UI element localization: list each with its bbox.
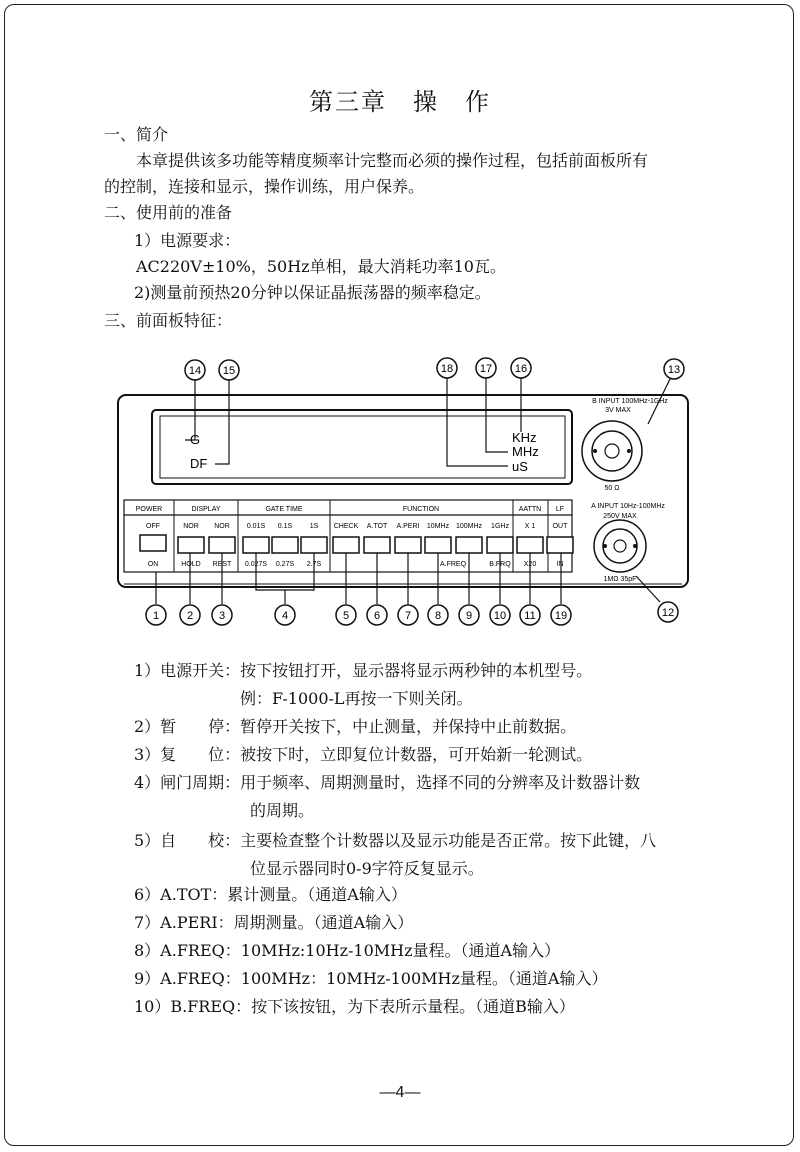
label-check: CHECK: [333, 523, 359, 530]
display-label-df: DF: [190, 456, 208, 471]
svg-text:12: 12: [661, 607, 675, 619]
callout-16: [511, 358, 531, 378]
svg-text:16: 16: [514, 363, 528, 375]
svg-text:15: 15: [222, 365, 236, 377]
item-1: 1）电源开关：按下按钮打开，显示器将显示两秒钟的本机型号。: [134, 661, 593, 680]
input-b-bnc-connector[interactable]: [582, 421, 642, 481]
callout-11: [520, 605, 540, 625]
label-b-frq: B.FRQ: [489, 561, 511, 568]
intro-paragraph-line1: 本章提供该多功能等精度频率计完整而必须的操作过程，包括前面板所有: [136, 151, 649, 170]
callout-19: [551, 605, 571, 625]
display-window-outer: [152, 410, 572, 484]
item-2: 2）暂 停：暂停开关按下，中止测量，并保持中止前数据。: [134, 717, 577, 736]
callout-6: [367, 605, 387, 625]
callout-2: [180, 605, 200, 625]
power-button[interactable]: [140, 535, 166, 551]
front-panel-diagram: [0, 350, 800, 640]
svg-text:19: 19: [554, 610, 568, 622]
item-5: 5）自 校：主要检查整个计数器以及显示功能是否正常。按下此键，八: [134, 831, 657, 850]
callout-7: [398, 605, 418, 625]
display-unit-mhz: MHz: [512, 444, 539, 459]
label-a-peri: A.PERI: [396, 523, 420, 530]
display-label-g: G: [190, 432, 201, 447]
item-1-example: 例：F-1000-L再按一下则关闭。: [240, 689, 473, 708]
prep-item2: 2)测量前预热20分钟以保证晶振荡器的频率稳定。: [134, 283, 491, 302]
callout-18: [437, 358, 457, 378]
label-2-7s: 2.7S: [306, 561, 322, 568]
label-out: OUT: [552, 523, 568, 530]
gate-0-1s-button[interactable]: [272, 537, 298, 553]
callout-14: [185, 360, 205, 380]
section-heading-prep: 二、使用前的准备: [104, 203, 233, 222]
gate-1s-button[interactable]: [301, 537, 327, 553]
intro-paragraph-line2: 的控制，连接和显示，操作训练，用户保养。: [104, 177, 425, 196]
svg-text:11: 11: [524, 610, 536, 622]
input-b-impedance: 50 Ω: [604, 485, 620, 492]
callout-15: [219, 360, 239, 380]
label-a-freq: A.FREQ: [439, 561, 467, 568]
callout-5: [336, 605, 356, 625]
gate-0-01s-button[interactable]: [243, 537, 269, 553]
attenuator-button[interactable]: [517, 537, 543, 553]
label-on: ON: [147, 561, 159, 568]
label-off: OFF: [146, 523, 160, 530]
label-0-27s: 0.27S: [275, 561, 295, 568]
label-0-01s: 0.01S: [246, 523, 266, 530]
callout-17: [476, 358, 496, 378]
label-x20: X20: [523, 561, 537, 568]
svg-text:18: 18: [440, 363, 454, 375]
svg-text:9: 9: [465, 610, 473, 622]
label-hold: HOLD: [181, 561, 201, 568]
item-4-cont: 的周期。: [250, 801, 315, 820]
callout-9: [459, 605, 479, 625]
svg-text:2: 2: [186, 610, 194, 622]
svg-text:7: 7: [404, 610, 412, 622]
label-10mhz: 10MHz: [426, 523, 450, 530]
label-rest: REST: [212, 561, 232, 568]
input-a-max: 250V MAX: [603, 513, 637, 520]
check-button[interactable]: [333, 537, 359, 553]
prep-item1-detail: AC220V±10%，50Hz单相，最大消耗功率10瓦。: [136, 257, 506, 276]
svg-text:6: 6: [373, 610, 381, 622]
group-function: FUNCTION: [402, 506, 440, 513]
section-heading-panel: 三、前面板特征：: [104, 311, 233, 330]
page-number: —4—: [379, 1084, 421, 1101]
label-x1: X 1: [524, 523, 536, 530]
input-a-spec: A INPUT 10Hz-100MHz: [591, 503, 665, 510]
label-100mhz: 100MHz: [455, 523, 483, 530]
svg-text:3: 3: [218, 610, 226, 622]
label-0-027s: 0.027S: [244, 561, 268, 568]
callout-1: [146, 605, 166, 625]
group-display: DISPLAY: [191, 506, 221, 513]
svg-text:4: 4: [281, 610, 289, 622]
item-3: 3）复 位：被按下时，立即复位计数器，可开始新一轮测试。: [134, 745, 593, 764]
a-tot-button[interactable]: [364, 537, 390, 553]
input-a-impedance: 1MΩ 35pF: [603, 576, 637, 583]
display-unit-khz: KHz: [512, 430, 537, 445]
item-6: 6）A.TOT：累计测量。（通道A输入）: [134, 885, 407, 904]
item-4: 4）闸门周期：用于频率、周期测量时，选择不同的分辨率及计数器计数: [134, 773, 641, 792]
callout-10: [490, 605, 510, 625]
label-nor-2: NOR: [214, 523, 230, 530]
reset-button[interactable]: [209, 537, 235, 553]
10mhz-button[interactable]: [425, 537, 451, 553]
callout-12: [658, 602, 678, 622]
svg-text:10: 10: [493, 610, 507, 622]
svg-text:17: 17: [479, 363, 493, 375]
item-7: 7）A.PERI：周期测量。（通道A输入）: [134, 913, 414, 932]
svg-text:13: 13: [667, 364, 681, 376]
callout-13: [664, 359, 684, 379]
input-b-spec: B INPUT 100MHz-1GHz: [592, 398, 668, 405]
prep-item1: 1）电源要求：: [134, 231, 241, 250]
item-8: 8）A.FREQ：10MHz:10Hz-10MHz量程。（通道A输入）: [134, 941, 561, 960]
label-1ghz: 1GHz: [491, 523, 509, 530]
chapter-title: 第三章 操 作: [309, 88, 491, 116]
a-peri-button[interactable]: [395, 537, 421, 553]
svg-text:14: 14: [188, 365, 202, 377]
label-a-tot: A.TOT: [366, 523, 388, 530]
label-0-1s: 0.1S: [277, 523, 293, 530]
item-9: 9）A.FREQ：100MHz：10MHz-100MHz量程。（通道A输入）: [134, 969, 608, 988]
callout-8: [428, 605, 448, 625]
svg-text:8: 8: [434, 610, 442, 622]
100mhz-button[interactable]: [456, 537, 482, 553]
label-nor-1: NOR: [183, 523, 199, 530]
svg-text:1: 1: [152, 610, 160, 622]
svg-text:5: 5: [342, 610, 350, 622]
group-power: POWER: [135, 506, 163, 513]
label-1s: 1S: [309, 523, 319, 530]
input-b-max: 3V MAX: [605, 407, 631, 414]
callout-4: [275, 605, 295, 625]
callout-3: [212, 605, 232, 625]
1ghz-button[interactable]: [487, 537, 513, 553]
group-gate-time: GATE TIME: [265, 506, 303, 513]
group-lf: LF: [555, 506, 565, 513]
item-10: 10）B.FREQ：按下该按钮，为下表所示量程。（通道B输入）: [134, 997, 575, 1016]
lf-button[interactable]: [547, 537, 573, 553]
input-a-bnc-connector[interactable]: [594, 520, 646, 572]
display-unit-us: uS: [512, 459, 528, 474]
group-aattn: AATTN: [518, 506, 542, 513]
hold-button[interactable]: [178, 537, 204, 553]
section-heading-intro: 一、简介: [104, 125, 169, 144]
display-window-inner: [160, 416, 565, 478]
item-5-cont: 位显示器同时0-9字符反复显示。: [250, 859, 484, 878]
label-in: IN: [556, 561, 564, 568]
